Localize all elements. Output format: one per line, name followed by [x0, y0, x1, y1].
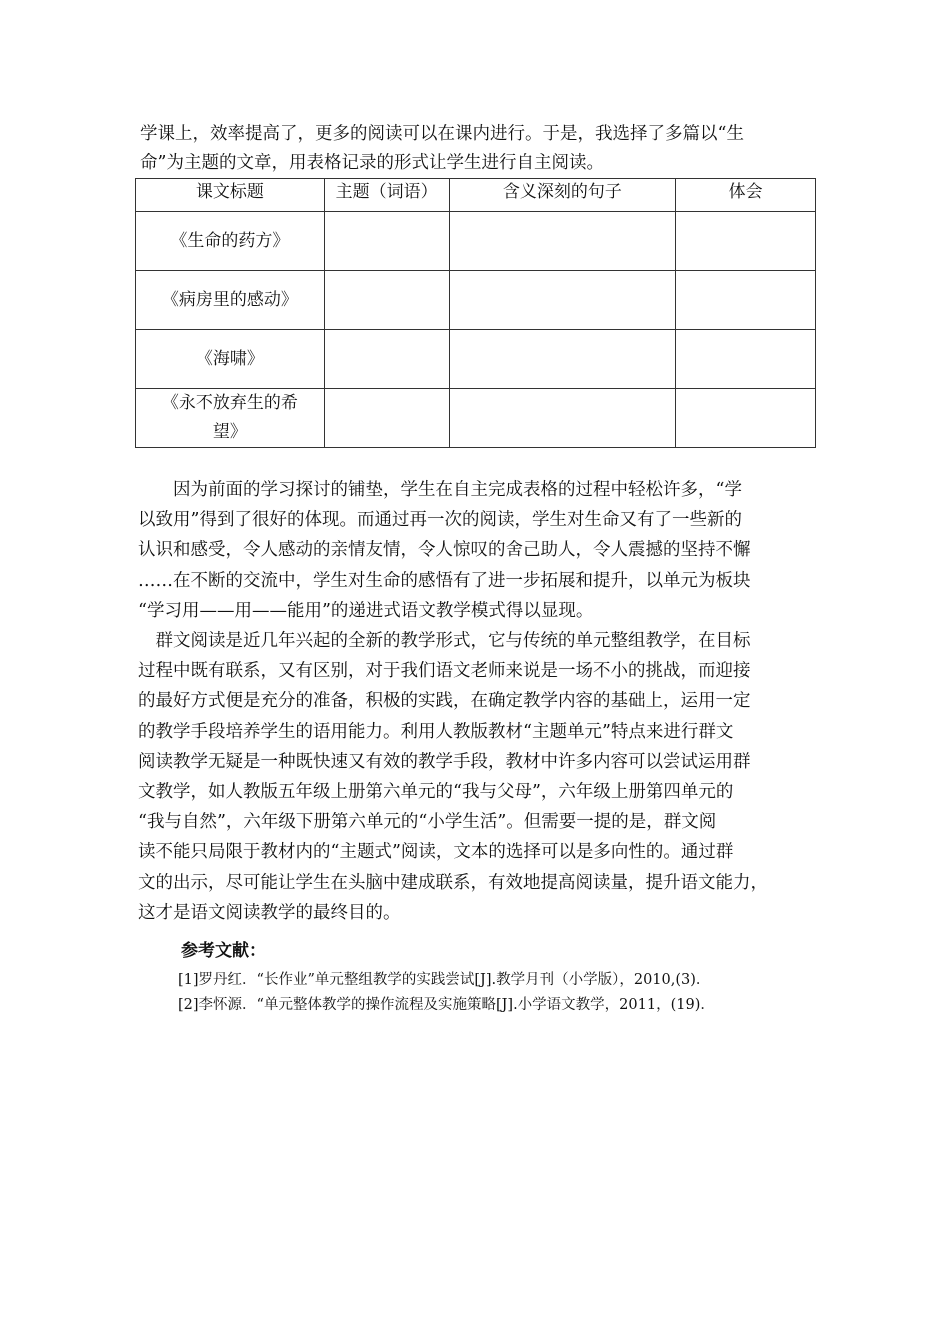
header-cell-theme: 主题（词语） — [324, 179, 449, 212]
cell-title-text: 《海啸》 — [195, 348, 264, 369]
references-heading: 参考文献： — [181, 941, 266, 961]
text-line: 的最好方式便是充分的准备，积极的实践，在确定教学内容的基础上，运用一定 — [138, 691, 751, 712]
text-line: 阅读教学无疑是一种既快速又有效的教学手段，教材中许多内容可以尝试运用群 — [138, 751, 751, 772]
header-cell-sentences: 含义深刻的句子 — [449, 179, 676, 212]
cell-reflection — [676, 271, 816, 330]
text-line: 认识和感受，令人感动的亲情友情，令人惊叹的舍己助人，令人震撼的坚持不懈 — [138, 540, 751, 561]
cell-title — [136, 271, 325, 330]
header-cell-reflection: 体会 — [676, 179, 816, 212]
cell-reflection — [676, 212, 816, 271]
cell-sentences — [449, 330, 676, 389]
text-line: 文的出示，尽可能让学生在头脑中建成联系，有效地提高阅读量，提升语文能力， — [138, 872, 768, 893]
text-line: 命”为主题的文章，用表格记录的形式让学生进行自主阅读。 — [140, 153, 604, 173]
table-header-row — [136, 179, 816, 212]
text-line: “我与自然”，六年级下册第六单元的“小学生活”。但需要一提的是，群文阅 — [138, 812, 717, 833]
body-paragraphs — [138, 475, 820, 928]
cell-sentences — [449, 271, 676, 330]
cell-theme — [324, 330, 449, 389]
cell-title — [136, 212, 325, 271]
cell-title-text: 望》 — [212, 422, 247, 442]
intro-paragraph — [140, 120, 820, 178]
cell-title-text: 《病房里的感动》 — [161, 289, 298, 310]
header-cell-title: 课文标题 — [136, 179, 325, 212]
cell-theme — [324, 212, 449, 271]
text-line: 因为前面的学习探讨的铺垫，学生在自主完成表格的过程中轻松许多，“学 — [138, 480, 742, 500]
text-line: 学课上，效率提高了，更多的阅读可以在课内进行。于是，我选择了多篇以“生 — [140, 124, 744, 144]
cell-title-text: 《生命的药方》 — [170, 230, 290, 251]
cell-reflection — [676, 330, 816, 389]
table-row — [136, 389, 816, 448]
cell-title — [136, 330, 325, 389]
text-line: “学习用——用——能用”的递进式语文教学模式得以显现。 — [138, 600, 594, 621]
cell-sentences — [449, 389, 676, 448]
table-row — [136, 330, 816, 389]
cell-theme — [324, 389, 449, 448]
cell-title-text: 《永不放弃生的希 — [161, 393, 298, 413]
reference-item: [2]李怀源．“单元整体教学的操作流程及实施策略[J].小学语文教学，2011，(19)． — [178, 997, 715, 1013]
cell-theme — [324, 271, 449, 330]
reading-record-table — [135, 178, 816, 448]
cell-title — [136, 389, 325, 448]
cell-reflection — [676, 389, 816, 448]
references-list — [178, 968, 715, 1018]
text-line: 读不能只局限于教材内的“主题式”阅读，文本的选择可以是多向性的。通过群 — [138, 842, 734, 863]
text-line: 以致用”得到了很好的体现。而通过再一次的阅读，学生对生命又有了一些新的 — [138, 510, 742, 531]
cell-sentences — [449, 212, 676, 271]
text-line: 的教学手段培养学生的语用能力。利用人教版教材“主题单元”特点来进行群文 — [138, 721, 734, 742]
table-row — [136, 271, 816, 330]
text-line: ……在不断的交流中，学生对生命的感悟有了进一步拓展和提升，以单元为板块 — [138, 570, 751, 591]
reference-item: [1]罗丹红．“长作业”单元整组教学的实践尝试[J].教学月刊（小学版），2010,(3)． — [178, 972, 711, 988]
text-line: 过程中既有联系，又有区别，对于我们语文老师来说是一场不小的挑战，而迎接 — [138, 661, 751, 682]
text-line: 群文阅读是近几年兴起的全新的教学形式，它与传统的单元整组教学，在目标 — [138, 631, 751, 652]
text-line: 这才是语文阅读教学的最终目的。 — [138, 902, 401, 923]
text-line: 文教学，如人教版五年级上册第六单元的“我与父母”，六年级上册第四单元的 — [138, 782, 734, 803]
table-row — [136, 212, 816, 271]
